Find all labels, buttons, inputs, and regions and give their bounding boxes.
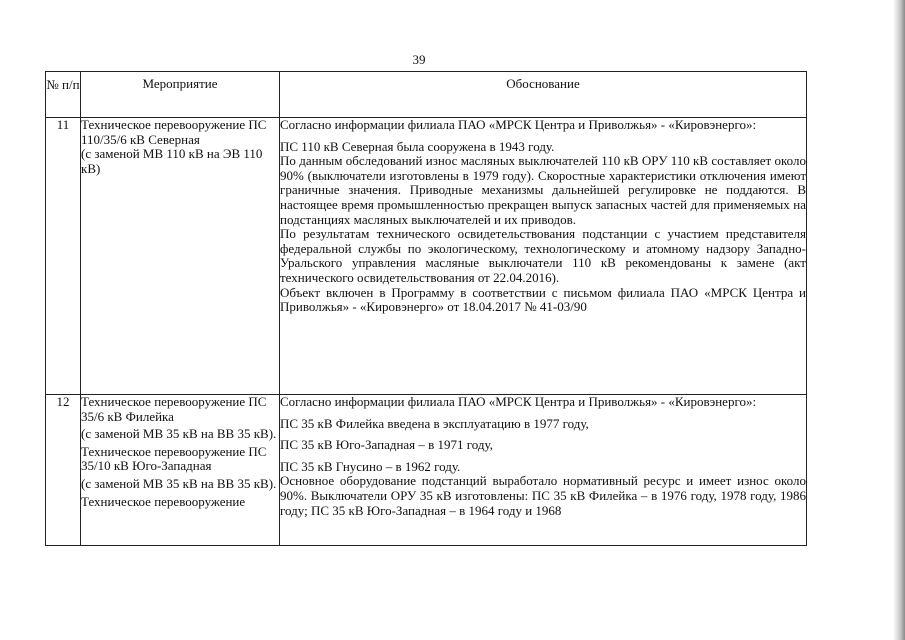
measure-text: Техническое перевооружение ПС 110/35/6 кВ Северная	[81, 117, 267, 147]
reason-paragraph: По данным обследований износ масляных выключателей 110 кВ ОРУ 110 кВ составляет около 90% (выключатели изготовлены в 1979 году). Скоростные характеристики отключения имеют граничные значения. Приводные механизмы дальнейшей регулировке не поддаются. В настоящее время промышленностью прекращен выпуск запасных частей для применяемых на подстанциях масляных выключателей и их приводов.	[280, 153, 806, 227]
measure-cell	[81, 118, 280, 395]
table-row	[46, 395, 807, 546]
row-number: 11	[46, 118, 81, 395]
reason-paragraph: Объект включен в Программу в соответствии с письмом филиала ПАО «МРСК Центра и Приволжья» - «Кировэнерго» от 18.04.2017 № 41-03/90	[280, 284, 806, 315]
measure-text: (с заменой МВ 110 кВ на ЭВ 110 кВ)	[81, 146, 263, 176]
reason-paragraph: По результатам технического освидетельствования подстанции с участием представителя федеральной службы по экологическому, технологическому и атомному надзору Западно-Уральского управления масляные выключатели 110 кВ рекомендованы к замене (акт технического освидетельствования от 22.04.2016).	[280, 226, 806, 285]
reason-paragraph: Согласно информации филиала ПАО «МРСК Центра и Приволжья» - «Кировэнерго»:	[280, 117, 757, 132]
measure-cell	[81, 395, 280, 546]
measure-text: Техническое перевооружение ПС 35/10 кВ Юго-Западная	[81, 443, 267, 474]
reason-paragraph: ПС 35 кВ Филейка введена в эксплуатацию в 1977 году,	[280, 415, 589, 431]
reason-paragraph: ПС 35 кВ Гнусино – в 1962 году.	[280, 458, 461, 474]
page-number: 39	[412, 52, 426, 67]
reason-paragraph: Согласно информации филиала ПАО «МРСК Центра и Приволжья» - «Кировэнерго»:	[280, 395, 757, 409]
page-edge-shadow	[893, 0, 905, 640]
header-num: № п/п	[46, 72, 81, 118]
table-header-row	[46, 72, 807, 118]
measure-text: (с заменой МВ 35 кВ на ВВ 35 кВ).	[81, 426, 277, 442]
table-row	[46, 118, 807, 395]
measure-text: Техническое перевооружение	[81, 493, 246, 509]
reason-cell	[280, 118, 807, 395]
row-number: 12	[46, 395, 81, 546]
header-measure: Мероприятие	[81, 72, 280, 118]
header-reason: Обоснование	[280, 72, 807, 118]
reason-paragraph: ПС 110 кВ Северная была сооружена в 1943 году.	[280, 138, 555, 154]
reason-paragraph: ПС 35 кВ Юго-Западная – в 1971 году,	[280, 437, 493, 453]
measures-table	[45, 71, 807, 546]
measure-text: Техническое перевооружение ПС 35/6 кВ Филейка	[81, 395, 267, 424]
reason-paragraph: Основное оборудование подстанций выработало нормативный ресурс и имеет износ около 90%. Выключатели ОРУ 35 кВ изготовлены: ПС 35 кВ Филейка – в 1976 году, 1978 году, 1986 году; ПС 35 кВ Юго-Западная – в 1964 году и 1968	[280, 473, 806, 518]
reason-cell	[280, 395, 807, 546]
measure-text: (с заменой МВ 35 кВ на ВВ 35 кВ).	[81, 475, 277, 491]
